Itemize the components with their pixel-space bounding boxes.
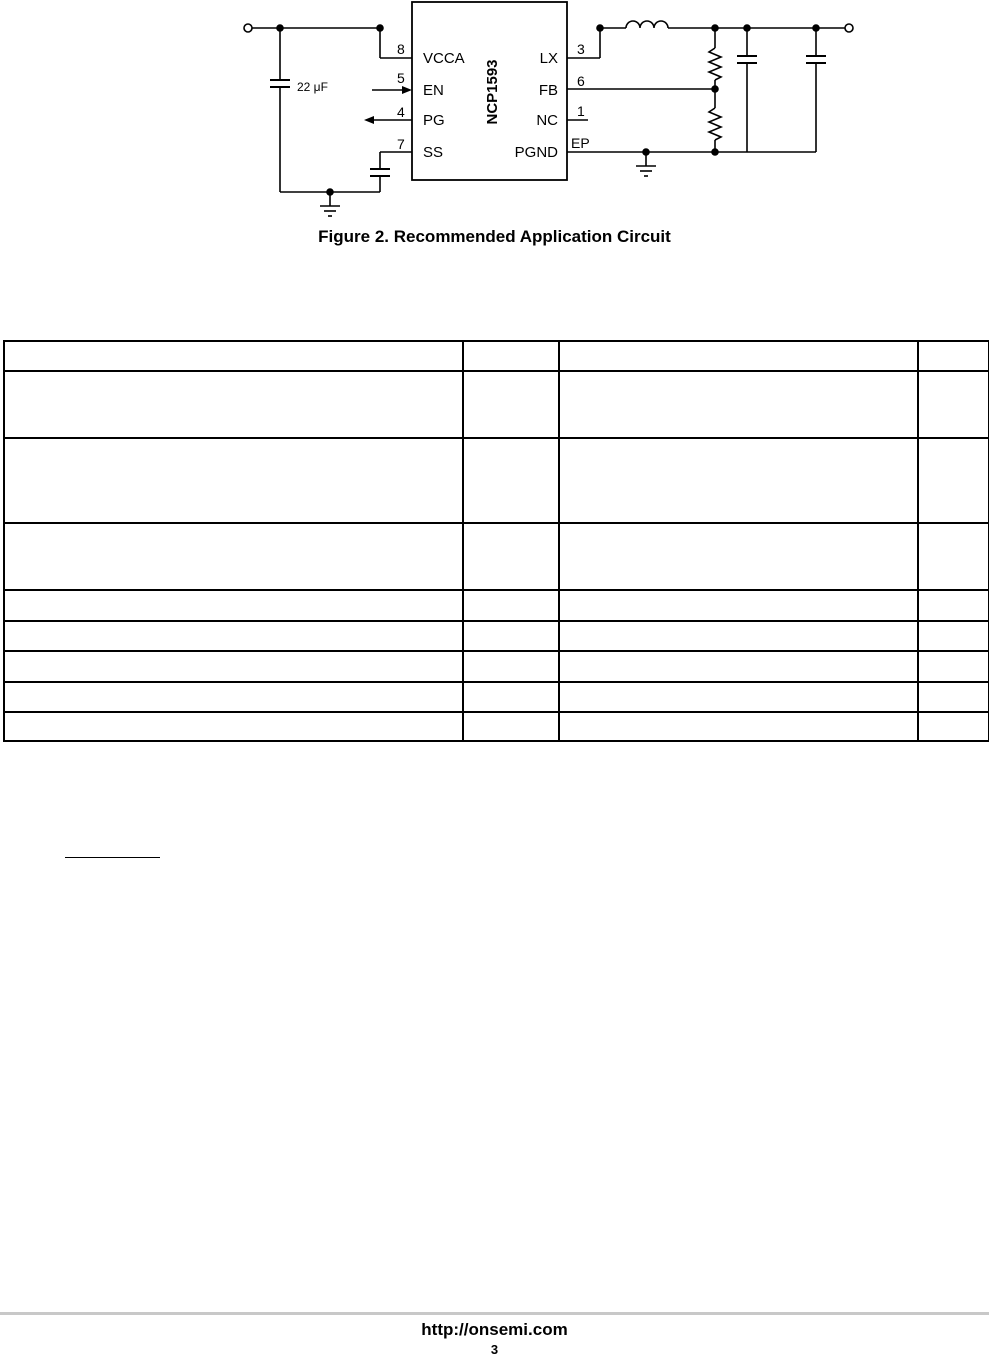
table-cell bbox=[559, 621, 918, 651]
table-cell bbox=[4, 438, 463, 523]
table-row bbox=[4, 438, 989, 523]
page-number: 3 bbox=[490, 1342, 499, 1357]
table-cell bbox=[4, 651, 463, 682]
table-cell bbox=[463, 590, 559, 621]
footer-divider bbox=[0, 1312, 989, 1315]
input-terminal bbox=[244, 24, 252, 32]
pin-number-ep: EP bbox=[571, 135, 590, 151]
figure-caption: Figure 2. Recommended Application Circuit bbox=[318, 227, 671, 246]
table-cell bbox=[463, 341, 559, 371]
table-cell bbox=[559, 523, 918, 590]
table-cell bbox=[918, 682, 989, 712]
table-cell bbox=[918, 341, 989, 371]
table-cell bbox=[4, 682, 463, 712]
pin-name-pgnd: PGND bbox=[514, 144, 558, 161]
table-cell bbox=[918, 371, 989, 438]
table-cell bbox=[4, 590, 463, 621]
table-cell bbox=[918, 523, 989, 590]
pin-name-lx: LX bbox=[539, 50, 558, 67]
pin-name-en: EN bbox=[423, 82, 444, 99]
table-cell bbox=[463, 371, 559, 438]
table-cell bbox=[918, 621, 989, 651]
table-cell bbox=[559, 682, 918, 712]
chip-name: NCP1593 bbox=[484, 59, 501, 125]
pin-number-5: 5 bbox=[397, 70, 405, 86]
table-cell bbox=[4, 341, 463, 371]
pin-name-nc: NC bbox=[536, 112, 558, 129]
table-cell bbox=[463, 523, 559, 590]
pin-number-8: 8 bbox=[397, 41, 405, 57]
table-row bbox=[4, 590, 989, 621]
table-cell bbox=[463, 651, 559, 682]
table-row bbox=[4, 371, 989, 438]
application-circuit-diagram bbox=[0, 0, 989, 225]
table-cell bbox=[559, 590, 918, 621]
pin-number-4: 4 bbox=[397, 104, 405, 120]
table-row bbox=[4, 341, 989, 371]
table-row bbox=[4, 682, 989, 712]
table-cell bbox=[918, 590, 989, 621]
table-cell bbox=[4, 523, 463, 590]
pin-name-pg: PG bbox=[423, 112, 445, 129]
table-cell bbox=[918, 438, 989, 523]
table-cell bbox=[4, 371, 463, 438]
table-cell bbox=[918, 651, 989, 682]
pin-name-ss: SS bbox=[423, 144, 444, 161]
table-row bbox=[4, 523, 989, 590]
table-cell bbox=[4, 712, 463, 741]
pin-number-6: 6 bbox=[577, 73, 585, 89]
table-cell bbox=[918, 712, 989, 741]
table-cell bbox=[463, 438, 559, 523]
table-cell bbox=[559, 371, 918, 438]
output-terminal bbox=[845, 24, 853, 32]
capacitor-label: 22 μF bbox=[297, 80, 328, 94]
pin-number-3: 3 bbox=[577, 41, 585, 57]
table-cell bbox=[463, 621, 559, 651]
table-row bbox=[4, 621, 989, 651]
specification-table bbox=[3, 340, 989, 742]
table-cell bbox=[463, 682, 559, 712]
table-row bbox=[4, 712, 989, 741]
table-cell bbox=[559, 341, 918, 371]
pin-name-vcca: VCCA bbox=[423, 50, 465, 67]
table-cell bbox=[463, 712, 559, 741]
pin-number-7: 7 bbox=[397, 136, 405, 152]
table-cell bbox=[559, 438, 918, 523]
table-row bbox=[4, 651, 989, 682]
table-cell bbox=[559, 712, 918, 741]
footnote-divider bbox=[65, 857, 160, 858]
pin-number-1: 1 bbox=[577, 103, 585, 119]
pin-name-fb: FB bbox=[538, 82, 558, 99]
table-cell bbox=[559, 651, 918, 682]
footer-url[interactable]: http://onsemi.com bbox=[421, 1320, 568, 1339]
table-cell bbox=[4, 621, 463, 651]
